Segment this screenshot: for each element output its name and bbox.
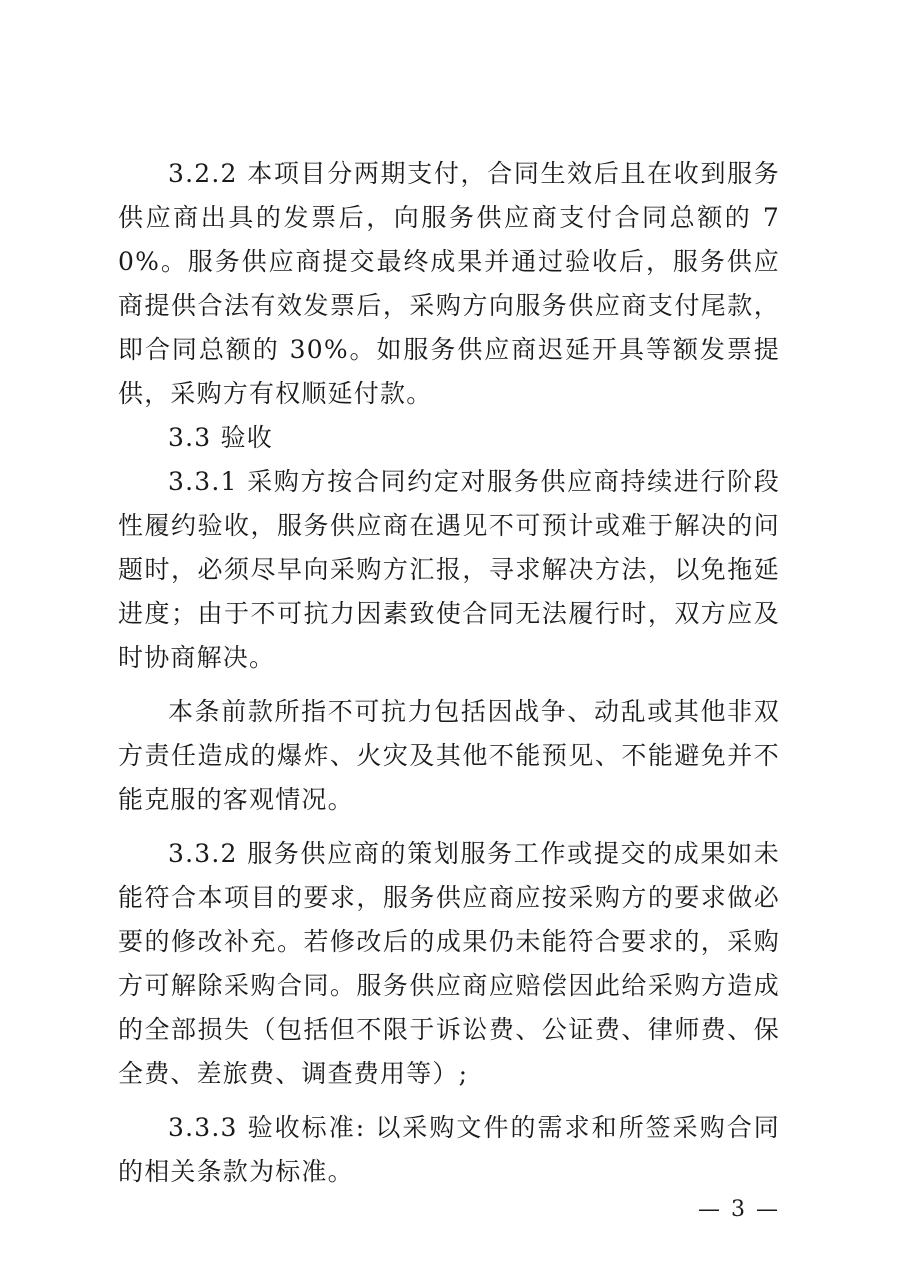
paragraph-3-3-2: 3.3.2 服务供应商的策划服务工作或提交的成果如未能符合本项目的要求，服务供应商应按采购方的要求做必要的修改补充。若修改后的成果仍未能符合要求的，采购方可解除采购合同。服务供应商应赔偿因此给采购方造成的全部损失（包括但不限于诉讼费、公证费、律师费、保全费、差旅费、调查费用等）; bbox=[118, 839, 780, 1088]
document-body bbox=[118, 152, 780, 1194]
paragraph-3-2-2: 3.2.2 本项目分两期支付，合同生效后且在收到服务供应商出具的发票后，向服务供应商支付合同总额的 70%。服务供应商提交最终成果并通过验收后，服务供应商提供合法有效发票后，采购方向服务供应商支付尾款，即合同总额的 30%。如服务供应商迟延开具等额发票提供，采购方有权顺延付款。 bbox=[118, 159, 780, 408]
paragraph-3-3-1: 3.3.1 采购方按合同约定对服务供应商持续进行阶段性履约验收，服务供应商在遇见不可预计或难于解决的问题时，必须尽早向采购方汇报，寻求解决方法，以免拖延进度；由于不可抗力因素致使合同无法履行时，双方应及时协商解决。 bbox=[118, 467, 780, 672]
page-number: — 3 — bbox=[698, 1197, 780, 1222]
paragraph-force-majeure: 本条前款所指不可抗力包括因战争、动乱或其他非双方责任造成的爆炸、火灾及其他不能预见、不能避免并不能克服的客观情况。 bbox=[118, 697, 780, 814]
heading-3-3-acceptance: 3.3 验收 bbox=[168, 423, 273, 452]
paragraph-3-3-3: 3.3.3 验收标准: 以采购文件的需求和所签采购合同的相关条款为标准。 bbox=[118, 1113, 780, 1186]
